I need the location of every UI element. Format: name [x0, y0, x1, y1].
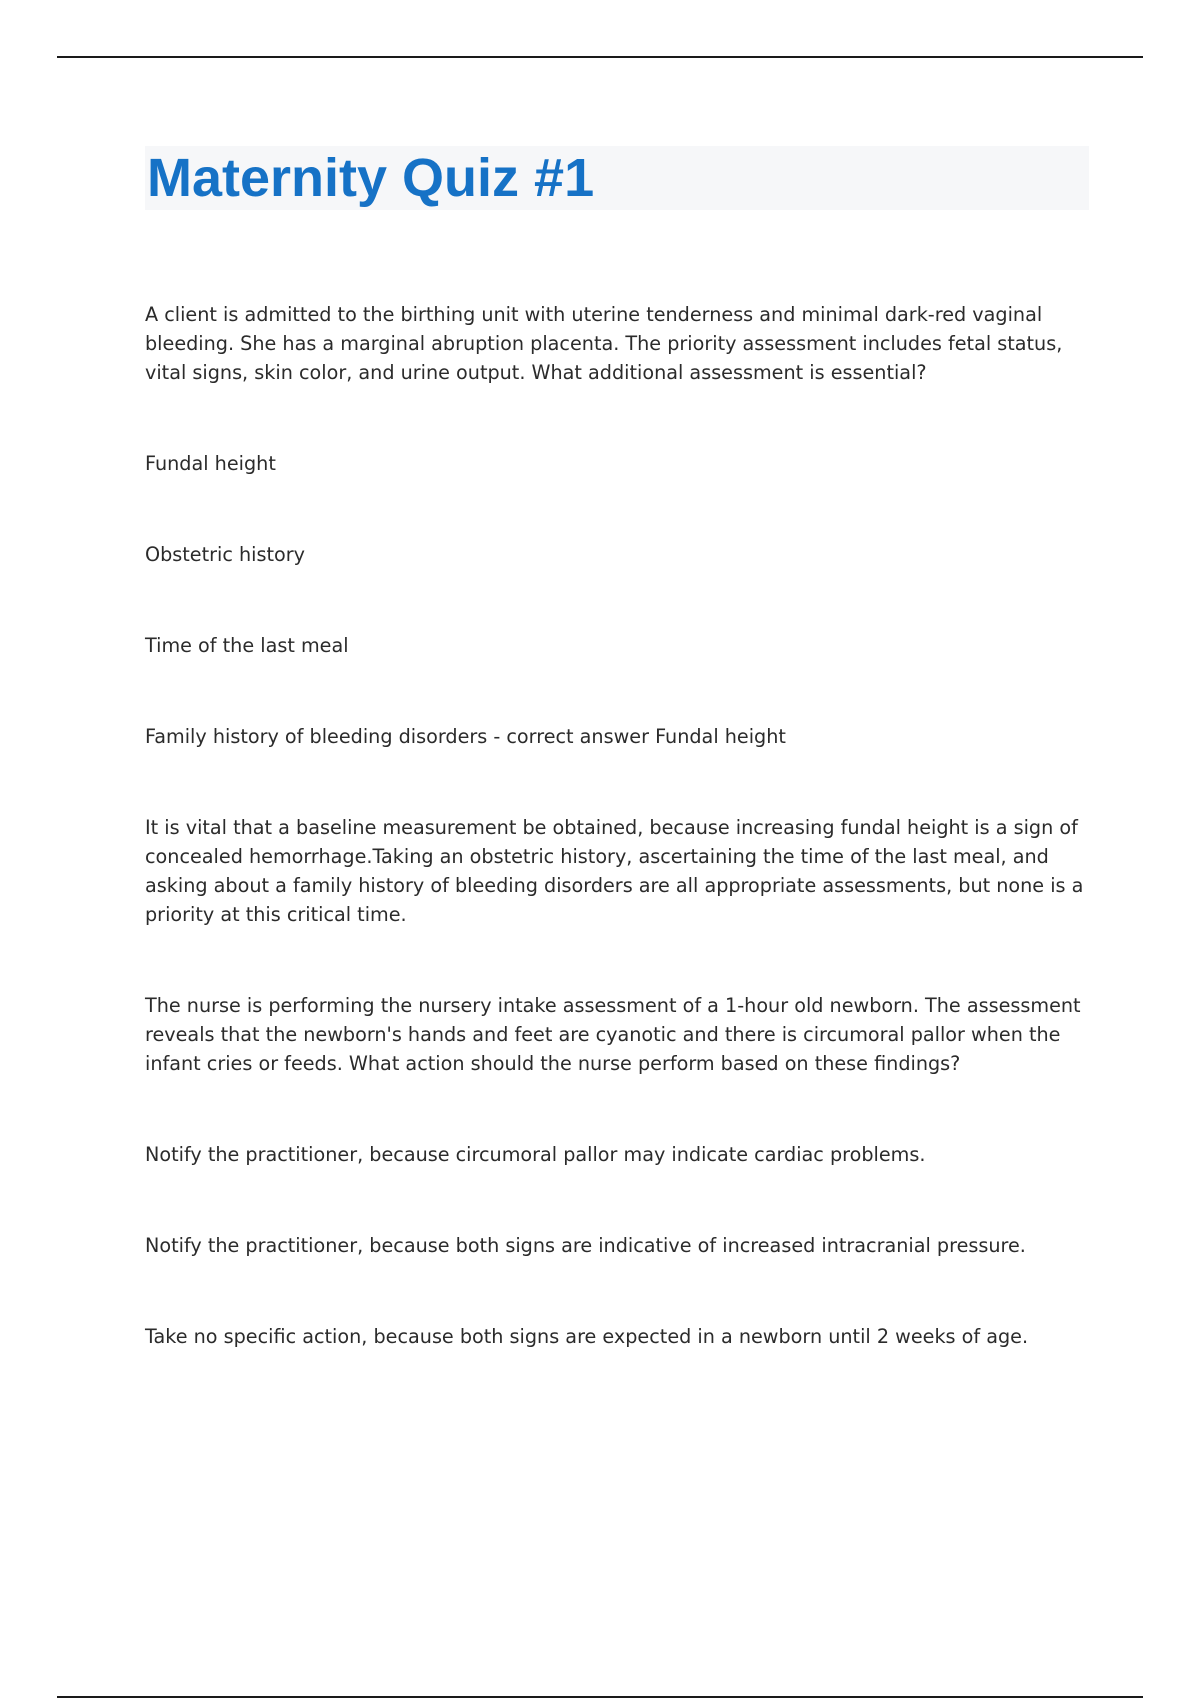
- document-body: [145, 300, 1090, 1351]
- question-1-option-1: Fundal height: [145, 452, 276, 475]
- question-2-text: The nurse is performing the nursery intake assessment of a 1-hour old newborn. The assessment reveals that the newborn's hands and feet are cyanotic and there is circumoral pallor when the infant cries or feeds. What action should the nurse perform based on these findings?: [145, 994, 1081, 1075]
- question-1-option-2: Obstetric history: [145, 543, 305, 566]
- question-2-option-3: Take no specific action, because both signs are expected in a newborn until 2 weeks of age.: [145, 1325, 1029, 1348]
- question-1-rationale: It is vital that a baseline measurement be obtained, because increasing fundal height is a sign of concealed hemorrhage.Taking an obstetric history, ascertaining the time of the last meal, and asking about a family history of bleeding disorders are all appropriate assessments, but none is a priority at this critical time.: [145, 816, 1084, 926]
- question-1-option-3: Time of the last meal: [145, 634, 349, 657]
- question-1-text: A client is admitted to the birthing unit with uterine tenderness and minimal dark-red vaginal bleeding. She has a marginal abruption placenta. The priority assessment includes fetal status, vital signs, skin color, and urine output. What additional assessment is essential?: [145, 303, 1063, 384]
- question-2-option-2: Notify the practitioner, because both signs are indicative of increased intracranial pressure.: [145, 1234, 1026, 1257]
- question-2-option-1: Notify the practitioner, because circumoral pallor may indicate cardiac problems.: [145, 1143, 926, 1166]
- bottom-rule: [57, 1696, 1143, 1698]
- page-title: Maternity Quiz #1: [147, 148, 595, 208]
- top-rule: [57, 56, 1143, 58]
- question-1-option-4-answer: Family history of bleeding disorders - correct answer Fundal height: [145, 725, 786, 748]
